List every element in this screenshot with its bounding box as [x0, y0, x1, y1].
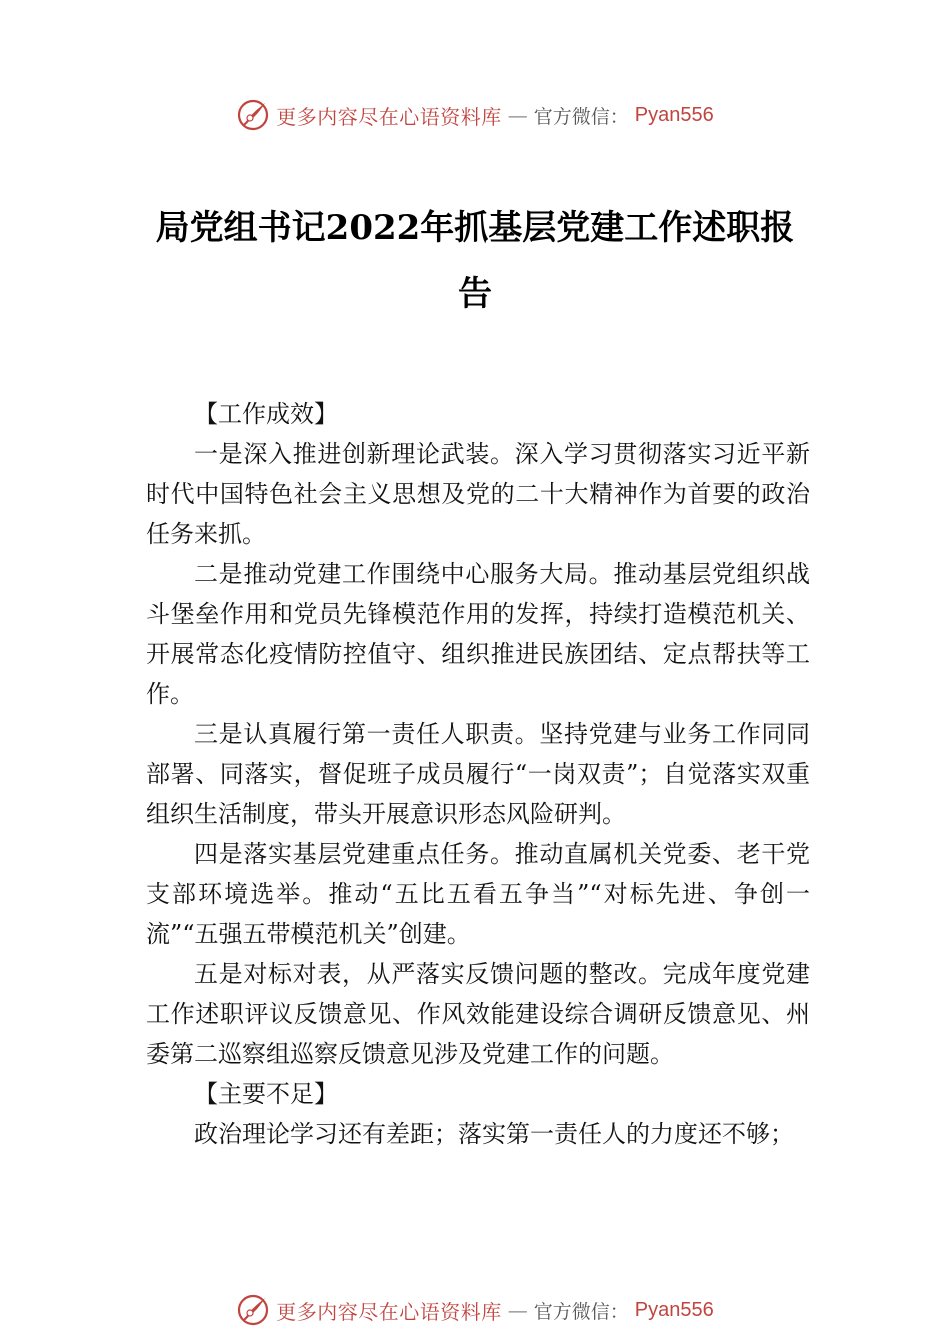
- paragraph-3: 三是认真履行第一责任人职责。坚持党建与业务工作同同部署、同落实，督促班子成员履行“一岗双责”；自觉落实双重组织生活制度，带头开展意识形态风险研判。: [146, 720, 810, 828]
- document-body: [146, 394, 810, 1154]
- watermark-header: [0, 95, 950, 135]
- section-heading-shortcomings: 【主要不足】: [194, 1080, 338, 1108]
- watermark-footer: [0, 1290, 950, 1330]
- document-title: 局党组书记2022年抓基层党建工作述职报告: [155, 208, 795, 314]
- watermark-text: 更多内容尽在心语资料库: [276, 1299, 502, 1324]
- paragraph-1: 一是深入推进创新理论武装。深入学习贯彻落实习近平新时代中国特色社会主义思想及党的二十大精神作为首要的政治任务来抓。: [146, 440, 810, 548]
- watermark-wechat-id: Pyan556: [634, 1298, 714, 1321]
- watermark-wechat-id: Pyan556: [634, 103, 714, 126]
- watermark-text: 更多内容尽在心语资料库: [276, 104, 502, 129]
- watermark-separator: —: [507, 103, 528, 127]
- paragraph-5: 五是对标对表，从严落实反馈问题的整改。完成年度党建工作述职评议反馈意见、作风效能建设综合调研反馈意见、州委第二巡察组巡察反馈意见涉及党建工作的问题。: [146, 960, 810, 1068]
- paragraph-2: 二是推动党建工作围绕中心服务大局。推动基层党组织战斗堡垒作用和党员先锋模范作用的发挥，持续打造模范机关、开展常态化疫情防控值守、组织推进民族团结、定点帮扶等工作。: [146, 560, 810, 708]
- section-heading-achievements: 【工作成效】: [194, 400, 338, 428]
- watermark-label: 官方微信：: [533, 105, 629, 128]
- quill-seal-icon: [236, 1293, 270, 1327]
- quill-seal-icon: [236, 98, 270, 132]
- watermark-separator: —: [507, 1298, 528, 1322]
- paragraph-4: 四是落实基层党建重点任务。推动直属机关党委、老干党支部环境选举。推动“五比五看五争当”“对标先进、争创一流”“五强五带模范机关”创建。: [146, 840, 810, 948]
- paragraph-6: 政治理论学习还有差距；落实第一责任人的力度还不够；: [194, 1120, 794, 1148]
- watermark-label: 官方微信：: [533, 1300, 629, 1323]
